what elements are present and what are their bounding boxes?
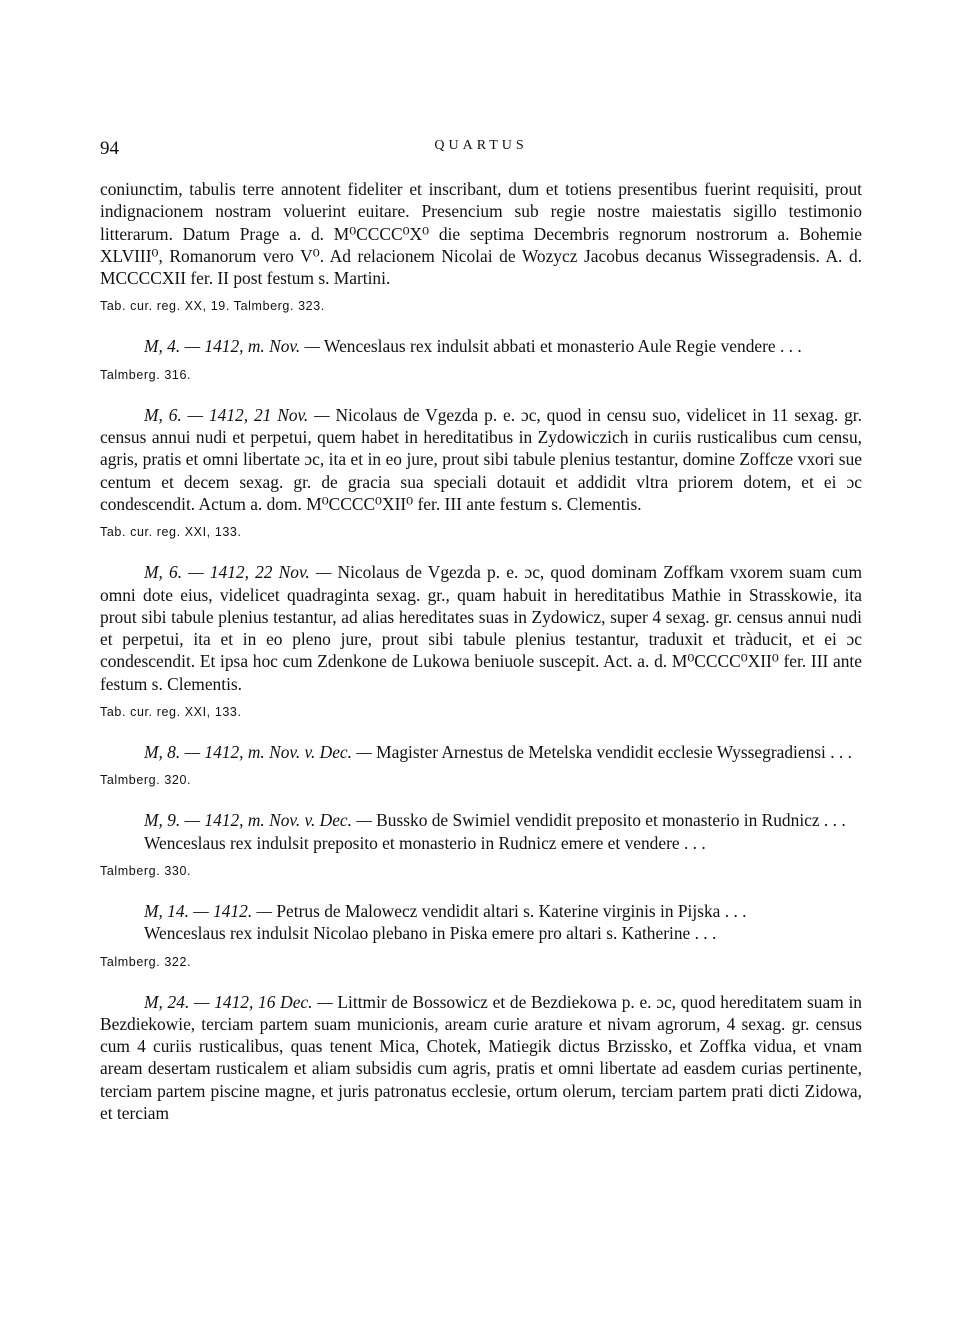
entry-paragraph: [100, 741, 862, 763]
entry-paragraph: [100, 404, 862, 515]
entry-heading: M, 24. — 1412, 16 Dec. —: [144, 991, 333, 1012]
entry-paragraph: [100, 900, 862, 922]
entry-paragraph: [100, 335, 862, 357]
entry-text: Petrus de Malowecz vendidit altari s. Katerine virginis in Pijska . . .: [276, 900, 747, 921]
entry-text: Magister Arnestus de Metelska vendidit ecclesie Wyssegradiensi . . .: [376, 742, 852, 763]
entry-text: Nicolaus de Vgezda p. e. ɔc, quod in censu suo, videlicet in 11 sexag. gr. census annui nudi et perpetui, quem habet in hereditatibus in Zydowiczich in curiis rusticalibus cum censu, agris, pratis et omni libertate ɔc, ita et in eo jure, prout sibi tabule plenius testantur, domine Zoffcze vxori sue centum et decem sexag. gr. de gracia sua speciali dotauit et addidit vltra priorem dotem, et ei ɔc condescendit. Actum a. dom. M⁰CCCC⁰XII⁰ fer. III ante festum s. Clementis.: [100, 404, 862, 514]
entry-heading: M, 6. — 1412, 21 Nov. —: [144, 404, 330, 425]
entry-text: Bussko de Swimiel vendidit preposito et monasterio in Rudnicz . . .: [376, 810, 846, 831]
entry-reference: Talmberg. 316.: [100, 367, 192, 382]
entry-reference: Tab. cur. reg. XXI, 133.: [100, 705, 242, 720]
entry-heading: M, 6. — 1412, 22 Nov. —: [144, 562, 332, 583]
entry-5: [100, 809, 862, 879]
entry-text: Wenceslaus rex indulsit abbati et monasterio Aule Regie vendere . . .: [324, 336, 802, 357]
entry-text: Nicolaus de Vgezda p. e. ɔc, quod dominam Zoffkam vxorem suam cum omni dote eius, videlicet quadraginta sexag. gr., quam habuit in hereditatibus Mathie in Strasskowie, ita prout sibi tabule plenius testantur, ad alias hereditates suas in Zydowicz, super 4 sexag. gr. census annui nudi et perpetui, ita et in eo pleno jure, prout sibi tabule plenius testantur, traduxit et tràducit, et ei ɔc condescendit. Et ipsa hoc cum Zdenkone de Lukowa beniuole suscepit. Act. a. d. M⁰CCCC⁰XII⁰ fer. III ante festum s. Clementis.: [100, 562, 862, 694]
entry-text: Littmir de Bossowicz et de Bezdiekowa p. e. ɔc, quod hereditatem suam in Bezdiekowie, terciam partem suam municionis, aream curie arature et nivam agrorum, 4 sexag. gr. census cum 4 curiis rusticalibus, quas tenent Mica, Chotek, Matiegik dictus Brzissko, et Zoffka vidua, et vnam aream desertam rusticalem et aliam subsidis cum agris, pratis et omni libertate ad easdem curias pertinente, terciam partem piscine magne, et juris patronatus ecclesie, ortum olerum, terciam partem prati dicti Zidowa, et terciam: [100, 991, 862, 1124]
entry-2: [100, 404, 862, 540]
page-header: [100, 136, 862, 166]
page-number: 94: [100, 138, 119, 159]
entry-6: [100, 900, 862, 970]
running-head: QUARTUS: [434, 138, 528, 153]
entry-paragraph: [100, 561, 862, 695]
document-page: [100, 136, 862, 1124]
entry-reference: Talmberg. 330.: [100, 863, 192, 878]
entry-heading: M, 14. — 1412. —: [144, 900, 273, 921]
entry-heading: M, 4. — 1412, m. Nov. —: [144, 336, 320, 357]
entry-reference: Talmberg. 322.: [100, 954, 192, 969]
entry-continuation: Wenceslaus rex indulsit Nicolao plebano in Piska emere pro altari s. Katherine . . .: [144, 923, 717, 944]
intro-reference: Tab. cur. reg. XX, 19. Talmberg. 323.: [100, 299, 325, 314]
entry-reference: Tab. cur. reg. XXI, 133.: [100, 525, 242, 540]
intro-text: coniunctim, tabulis terre annotent fideliter et inscribant, dum et totiens presentibus fuerint requisiti, prout indignacionem nostram voluerint euitare. Presencium sub regie nostre maiestatis sigillo testimonio litterarum. Datum Prage a. d. M⁰CCCC⁰X⁰ die septima Decembris regnorum nostrorum a. Bohemie XLVIII⁰, Romanorum vero V⁰. Ad relacionem Nicolai de Wozycz Jacobus decanus Wissegradensis. A. d. MCCCCXII fer. II post festum s. Martini.: [100, 179, 862, 289]
entry-paragraph: [100, 809, 862, 831]
entry-paragraph: [100, 991, 862, 1125]
entry-1: [100, 335, 862, 382]
entry-7: [100, 991, 862, 1125]
entry-3: [100, 561, 862, 720]
entry-continuation: Wenceslaus rex indulsit preposito et monasterio in Rudnicz emere et vendere . . .: [144, 832, 706, 853]
entry-heading: M, 9. — 1412, m. Nov. v. Dec. —: [144, 810, 372, 831]
entry-reference: Talmberg. 320.: [100, 773, 192, 788]
intro-block: [100, 178, 862, 314]
entry-heading: M, 8. — 1412, m. Nov. v. Dec. —: [144, 742, 372, 763]
entry-4: [100, 741, 862, 788]
